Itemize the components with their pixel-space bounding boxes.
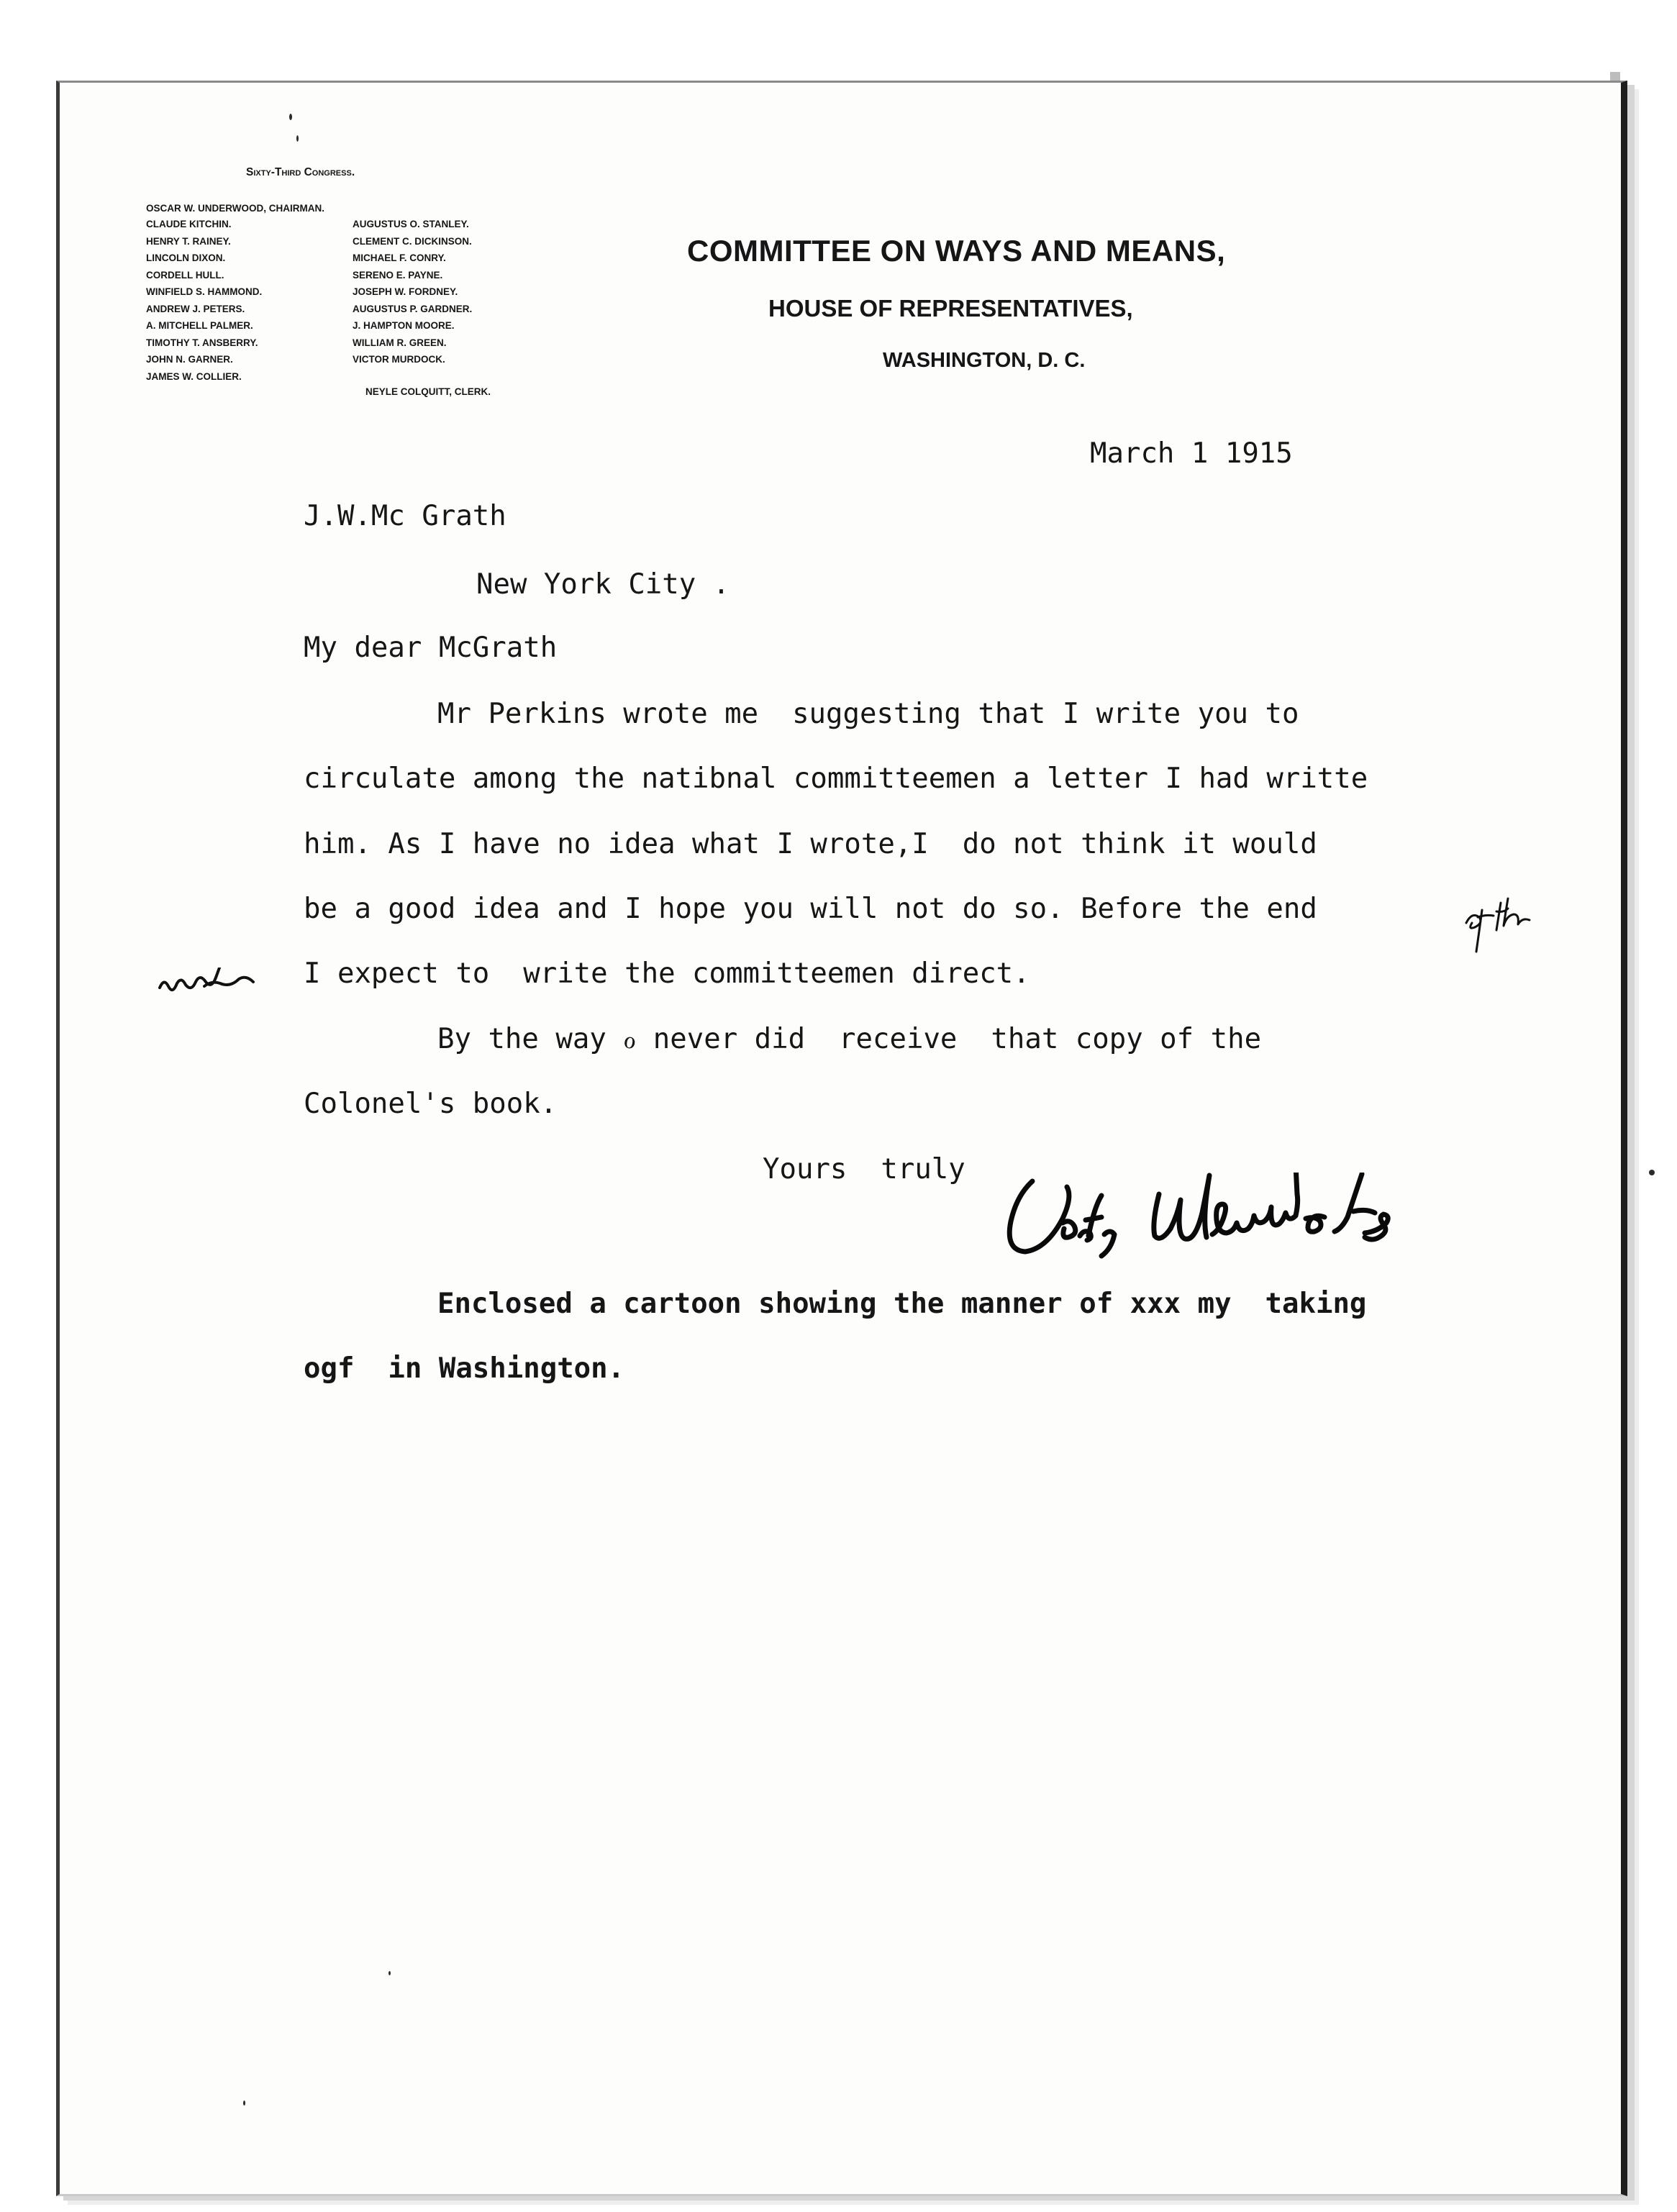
member-name: SERENO E. PAYNE. (353, 269, 443, 281)
scan-speck (296, 135, 299, 142)
member-name: JAMES W. COLLIER. (146, 370, 242, 382)
member-name: AUGUSTUS O. STANLEY. (353, 219, 469, 229)
postscript-line: Enclosed a cartoon showing the manner of xxx my taking (437, 1288, 1367, 1320)
members-left-column (146, 216, 262, 385)
member-name: JOSEPH W. FORDNEY. (353, 286, 458, 297)
body-line: him. As I have no idea what I wrote,I do not think it would (304, 828, 1317, 860)
scan-speck (289, 114, 292, 120)
complimentary-close: Yours truly (763, 1153, 965, 1185)
chairman-line: OSCAR W. UNDERWOOD, CHAIRMAN. (146, 203, 324, 214)
svg-text:week: week (157, 1001, 160, 1003)
member-name: ANDREW J. PETERS. (146, 303, 245, 314)
scan-speck (243, 2101, 245, 2106)
member-name: VICTOR MURDOCK. (353, 354, 445, 365)
body-line: be a good idea and I hope you will not do so. Before the end (304, 893, 1317, 925)
svg-text:of the: of the (1460, 955, 1466, 957)
postscript-line: ogf in Washington. (304, 1352, 625, 1385)
body-line: I expect to write the committeemen direct. (304, 957, 1030, 990)
member-name: WILLIAM R. GREEN. (353, 337, 447, 348)
member-name: J. HAMPTON MOORE. (353, 320, 455, 331)
body-line: Colonel's book. (304, 1088, 558, 1120)
member-name: HENRY T. RAINEY. (146, 235, 231, 247)
recipient-city: New York City . (476, 568, 730, 601)
scan-speck (388, 1971, 391, 1975)
scan-speck (1649, 1170, 1655, 1175)
members-right-column (353, 216, 472, 368)
body-line: By the way ℴ never did receive that copy of the (437, 1023, 1262, 1055)
member-name: WINFIELD S. HAMMOND. (146, 286, 263, 297)
body-line: Mr Perkins wrote me suggesting that I write you to (437, 698, 1299, 730)
member-name: LINCOLN DIXON. (146, 252, 226, 263)
member-name: A. MITCHELL PALMER. (146, 320, 253, 331)
member-name: JOHN N. GARNER. (146, 354, 233, 365)
svg-text:Victor Murdock: Victor Murdock (996, 1275, 1009, 1277)
member-name: MICHAEL F. CONRY. (353, 252, 446, 263)
signature (996, 1173, 1457, 1277)
margin-note-handwritten (157, 968, 258, 1003)
house-title: HOUSE OF REPRESENTATIVES, (768, 295, 1133, 322)
congress-heading: Sixty-Third Congress. (246, 166, 355, 178)
letter-date: March 1 1915 (1090, 437, 1293, 470)
letter-page (56, 81, 1627, 2196)
recipient-name: J.W.Mc Grath (304, 500, 506, 532)
member-name: CLAUDE KITCHIN. (146, 219, 232, 229)
body-line: circulate among the natibnal committeemen a letter I had writte (304, 763, 1368, 795)
city-title: WASHINGTON, D. C. (883, 349, 1086, 372)
member-name: AUGUSTUS P. GARDNER. (353, 303, 473, 314)
committee-title: COMMITTEE ON WAYS AND MEANS, (687, 234, 1226, 268)
member-name: CORDELL HULL. (146, 269, 224, 281)
member-name: CLEMENT C. DICKINSON. (353, 235, 472, 247)
salutation: My dear McGrath (304, 632, 558, 664)
member-name: TIMOTHY T. ANSBERRY. (146, 337, 258, 348)
clerk-line: NEYLE COLQUITT, CLERK. (365, 386, 491, 397)
line-end-note-handwritten (1460, 896, 1536, 957)
